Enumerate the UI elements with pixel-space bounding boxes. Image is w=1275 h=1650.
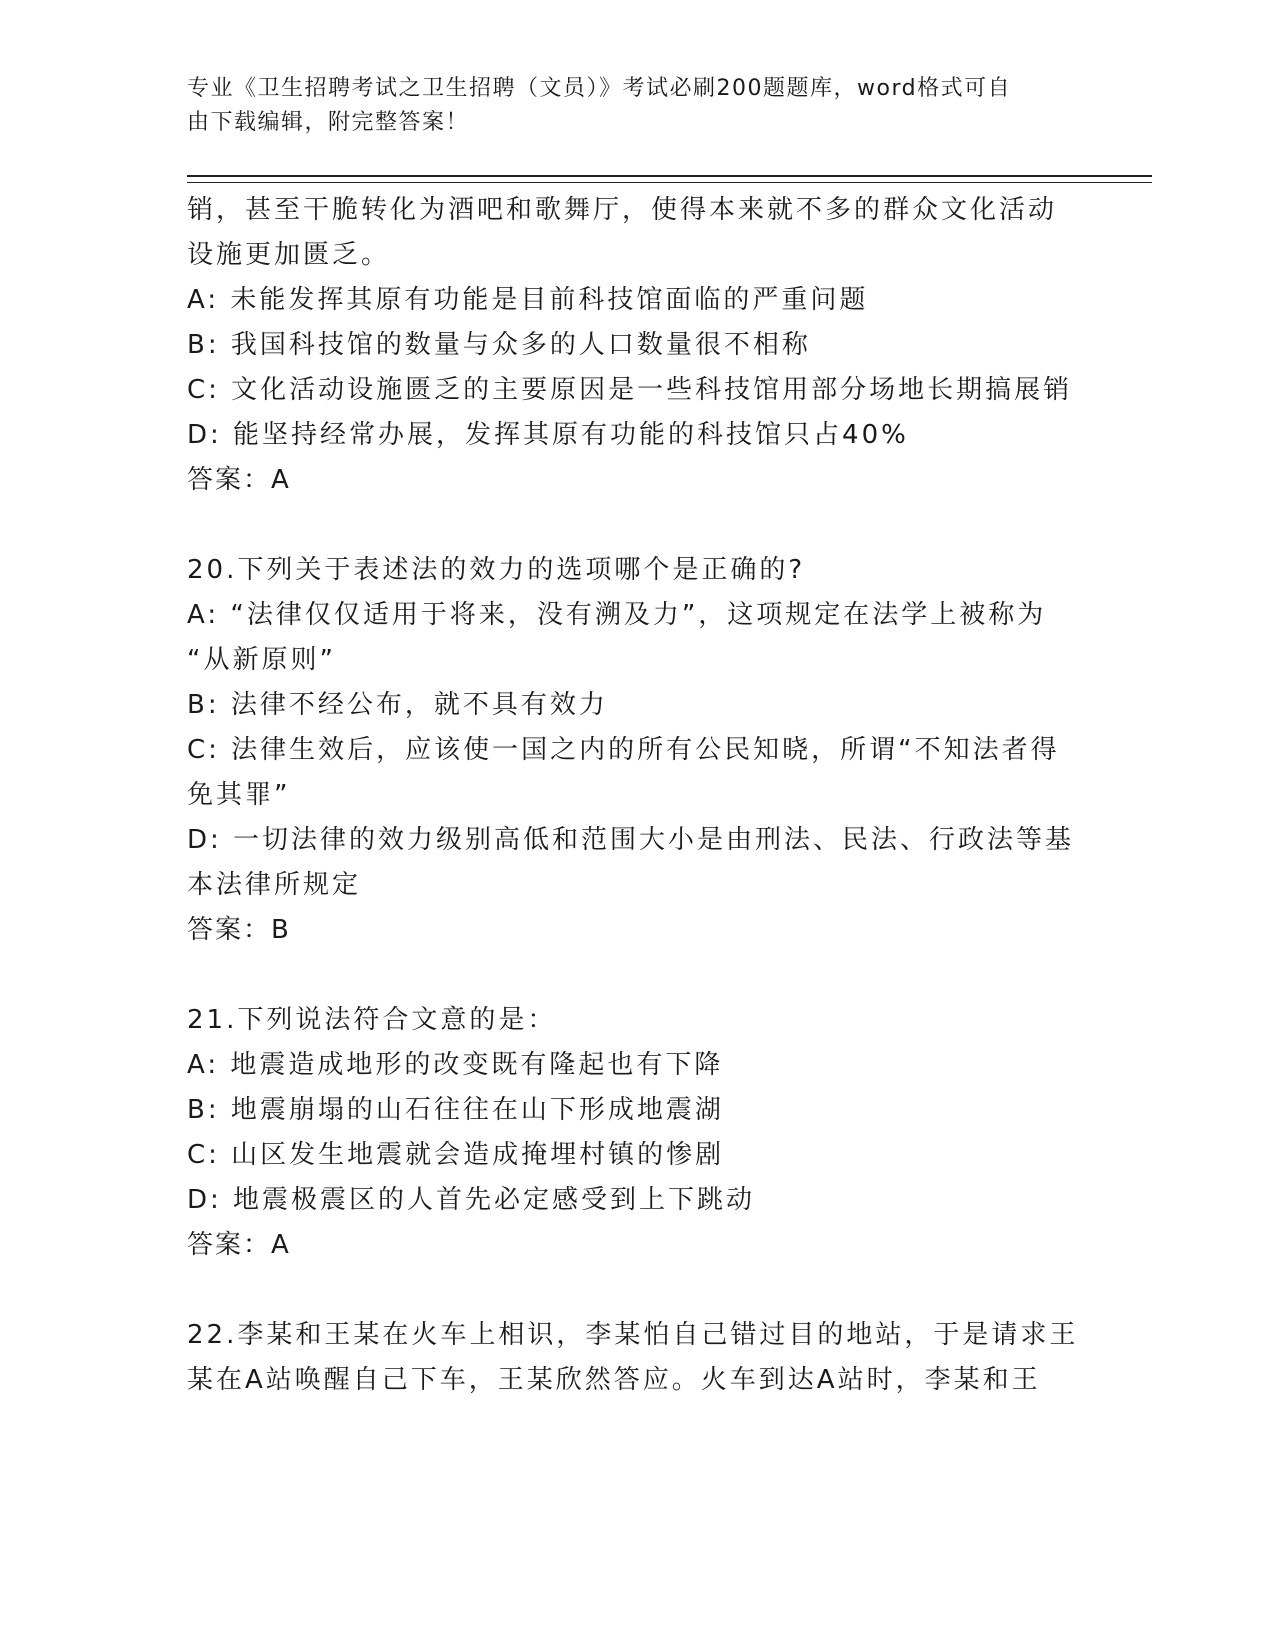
question-22 (187, 1313, 1079, 1403)
question-stem: 20.下列关于表述法的效力的选项哪个是正确的? (187, 555, 806, 585)
option-b: B: 法律不经公布，就不具有效力 (187, 690, 608, 720)
prev-question-text-line: 设施更加匮乏。 (187, 240, 391, 270)
option-d-continued: 本法律所规定 (187, 870, 362, 900)
answer-line: 答案：A (187, 465, 291, 495)
question-stem-continued: 某在A站唤醒自己下车，王某欣然答应。火车到达A站时，李某和王 (187, 1365, 1041, 1395)
option-a: A: “法律仅仅适用于将来，没有溯及力”，这项规定在法学上被称为 (187, 600, 1047, 630)
option-d: D: 能坚持经常办展，发挥其原有功能的科技馆只占40% (187, 420, 909, 450)
option-c-continued: 免其罪” (187, 780, 291, 810)
answer-line: 答案：B (187, 915, 291, 945)
option-d: D: 地震极震区的人首先必定感受到上下跳动 (187, 1185, 756, 1215)
option-a-continued: “从新原则” (187, 645, 336, 675)
option-c: C: 山区发生地震就会造成掩埋村镇的惨剧 (187, 1140, 725, 1170)
option-d: D: 一切法律的效力级别高低和范围大小是由刑法、民法、行政法等基 (187, 825, 1075, 855)
prev-question (187, 188, 1073, 503)
question-stem: 22.李某和王某在火车上相识，李某怕自己错过目的地站，于是请求王 (187, 1320, 1079, 1350)
question-21 (187, 998, 1067, 1268)
document-header (187, 72, 1067, 140)
option-b: B: 地震崩塌的山石往往在山下形成地震湖 (187, 1095, 724, 1125)
option-b: B: 我国科技馆的数量与众多的人口数量很不相称 (187, 330, 811, 360)
option-c: C: 文化活动设施匮乏的主要原因是一些科技馆用部分场地长期搞展销 (187, 375, 1073, 405)
question-stem: 21.下列说法符合文意的是： (187, 1005, 557, 1035)
prev-question-text-line: 销，甚至干脆转化为酒吧和歌舞厅，使得本来就不多的群众文化活动 (187, 195, 1058, 225)
header-divider (187, 175, 1152, 177)
document-body (187, 188, 1079, 1403)
header-line-1: 专业《卫生招聘考试之卫生招聘（文员）》考试必刷200题题库，word格式可自 (187, 76, 1012, 101)
option-a: A: 地震造成地形的改变既有隆起也有下降 (187, 1050, 724, 1080)
header-divider-thin (187, 182, 1152, 183)
answer-line: 答案：A (187, 1230, 291, 1260)
header-line-2: 由下载编辑，附完整答案！ (187, 110, 470, 135)
option-a: A: 未能发挥其原有功能是目前科技馆面临的严重问题 (187, 285, 869, 315)
question-20 (187, 548, 1075, 953)
option-c: C: 法律生效后，应该使一国之内的所有公民知晓，所谓“不知法者得 (187, 735, 1060, 765)
